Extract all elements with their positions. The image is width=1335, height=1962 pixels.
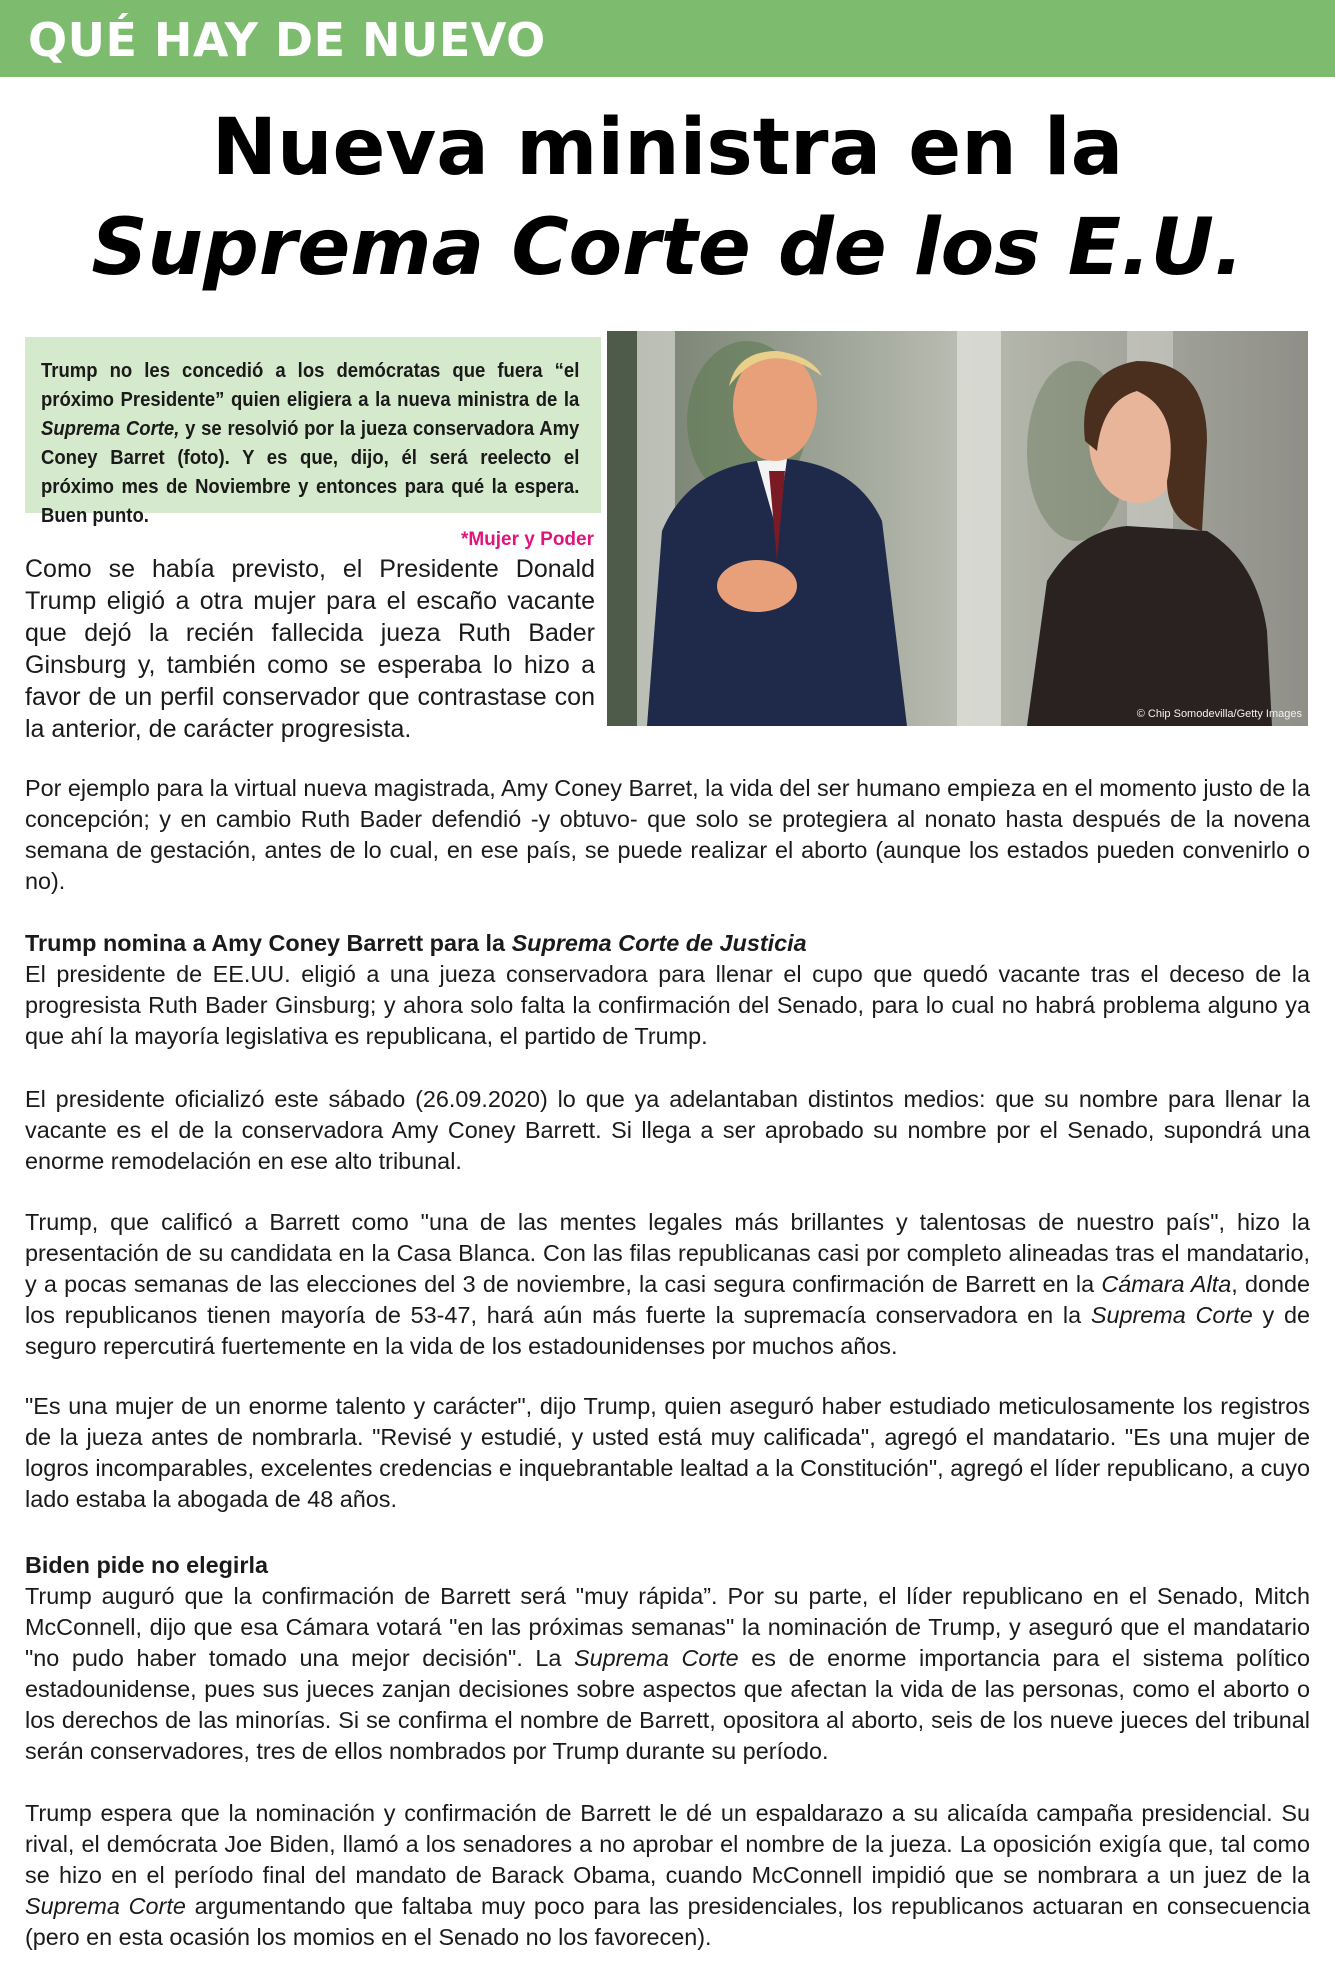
section-header-bar — [0, 0, 1335, 77]
body-paragraph: El presidente de EE.UU. eligió a una jueza conservadora para llenar el cupo que quedó vacante tras el deceso de la progresista Ruth Bader Ginsburg; y ahora solo falta la confirmación del Senado, para lo cual no habrá problema alguno ya que ahí la mayoría legislativa es republicana, el partido de Trump. — [25, 961, 1310, 1049]
photo-credit: © Chip Somodevilla/Getty Images — [1136, 708, 1302, 720]
subheading: Biden pide no elegirla — [25, 1552, 269, 1578]
section-label: QUÉ HAY DE NUEVO — [28, 13, 546, 67]
subheading — [25, 928, 1310, 959]
summary-text-part: y se resolvió por la jueza conservadora Amy Coney Barret (foto). Y es que, dijo, él será reelecto el próximo mes de Noviembre y entonces para qué la espera. Buen punto. — [41, 418, 580, 527]
subheading-italic: Suprema Corte de Justicia — [511, 930, 807, 956]
intro-paragraph: Como se había previsto, el Presidente Donald Trump eligió a otra mujer para el escaño vacante que dejó la recién fallecida jueza Ruth Bader Ginsburg y, también como se esperaba lo hizo a favor de un perfil conservador que contrastase con la anterior, de carácter progresista. — [25, 555, 595, 743]
paragraph-text-part: argumentando que faltaba muy poco para las presidenciales, los republicanos actuaran en consecuencia (pero en esta ocasión los momios en el Senado no los favorecen). — [25, 1893, 1310, 1950]
paragraph-italic: Suprema Corte — [574, 1645, 739, 1671]
summary-italic: Suprema Corte, — [41, 418, 180, 440]
summary-box — [25, 337, 601, 527]
paragraph-text-part: es de enorme importancia para el sistema político estadounidense, pues sus jueces zanjan decisiones sobre aspectos que afectan la vida de las personas, como el aborto o los derechos de las minorías. Si se confirma el nombre de Barrett, opositora al aborto, seis de los nueve jueces del tribunal serán conservadores, tres de ellos nombrados por Trump durante su período. — [25, 1645, 1311, 1764]
summary-text — [41, 357, 579, 531]
paragraph-italic: Suprema Corte — [1090, 1302, 1253, 1328]
paragraph-text-part: , donde los republicanos tienen mayoría de 53-47, hará aún más fuerte la supremacía conservadora en la — [25, 1271, 1310, 1328]
body-paragraph — [25, 1581, 1310, 1767]
paragraph-text-part: Trump, que calificó a Barrett como "una de las mentes legales más brillantes y talentosas de nuestro país", hizo la presentación de su candidata en la Casa Blanca. Con las filas republicanas casi por completo alineadas tras el mandatario, y a pocas semanas de las elecciones del 3 de noviembre, la casi segura confirmación de Barrett en la — [25, 1209, 1310, 1297]
summary-text-part: Trump no les concedió a los demócratas que fuera “el próximo Presidente” quien eligiera a la nueva ministra de la — [41, 360, 580, 411]
source-attribution: *Mujer y Poder — [460, 529, 594, 550]
body-paragraph — [25, 1207, 1310, 1362]
photo-illustration — [607, 331, 1308, 726]
paragraph-text-part: Trump espera que la nominación y confirmación de Barrett le dé un espaldarazo a su alicaída campaña presidencial. Su rival, el demócrata Joe Biden, llamó a los senadores a no aprobar el nombre de la jueza. La oposición exigía que, tal como se hizo en el período final del mandato de Barack Obama, cuando McConnell impidió que se nombrara a un juez de la — [25, 1800, 1310, 1888]
body-paragraph: "Es una mujer de un enorme talento y carácter", dijo Trump, quien aseguró haber estudiado meticulosamente los registros de la jueza antes de nombrarla. "Revisé y estudié, y usted está muy calificada", agregó el mandatario. "Es una mujer de logros incomparables, excelentes credencias e inquebrantable lealtad a la Constitución", agregó el líder republicano, a cuyo lado estaba la abogada de 48 años. — [25, 1393, 1310, 1512]
headline-line-1: Nueva ministra en la — [211, 103, 1124, 193]
paragraph-italic: Cámara Alta — [1101, 1271, 1232, 1297]
subheading-text: Trump nomina a Amy Coney Barrett para la — [25, 930, 512, 956]
body-paragraph: Por ejemplo para la virtual nueva magistrada, Amy Coney Barret, la vida del ser humano empieza en el momento justo de la concepción; y en cambio Ruth Bader defendió -y obtuvo- que solo se protegiera al nonato hasta después de la novena semana de gestación, antes de lo cual, en ese país, se puede realizar el aborto (aunque los estados pueden convenirlo o no). — [25, 775, 1310, 894]
paragraph-text-part: y de seguro repercutirá fuertemente en la vida de los estadounidenses por muchos años. — [25, 1302, 1311, 1359]
paragraph-italic: Suprema Corte — [25, 1893, 186, 1919]
article-headline — [0, 98, 1335, 298]
article-photo — [607, 331, 1308, 726]
body-paragraph: El presidente oficializó este sábado (26.09.2020) lo que ya adelantaban distintos medios: que su nombre para llenar la vacante es el de la conservadora Amy Coney Barrett. Si llega a ser aprobado su nombre por el Senado, supondrá una enorme remodelación en ese alto tribunal. — [25, 1086, 1310, 1174]
headline-line-2: Suprema Corte de los E.U. — [91, 203, 1244, 293]
paragraph-text-part: Trump auguró que la confirmación de Barrett será "muy rápida”. Por su parte, el líder republicano en el Senado, Mitch McConnell, dijo que esa Cámara votará "en las próximas semanas" la nominación de Trump, y aseguró que el mandatario "no pudo haber tomado una mejor decisión". La — [25, 1583, 1310, 1671]
body-paragraph — [25, 1798, 1310, 1953]
